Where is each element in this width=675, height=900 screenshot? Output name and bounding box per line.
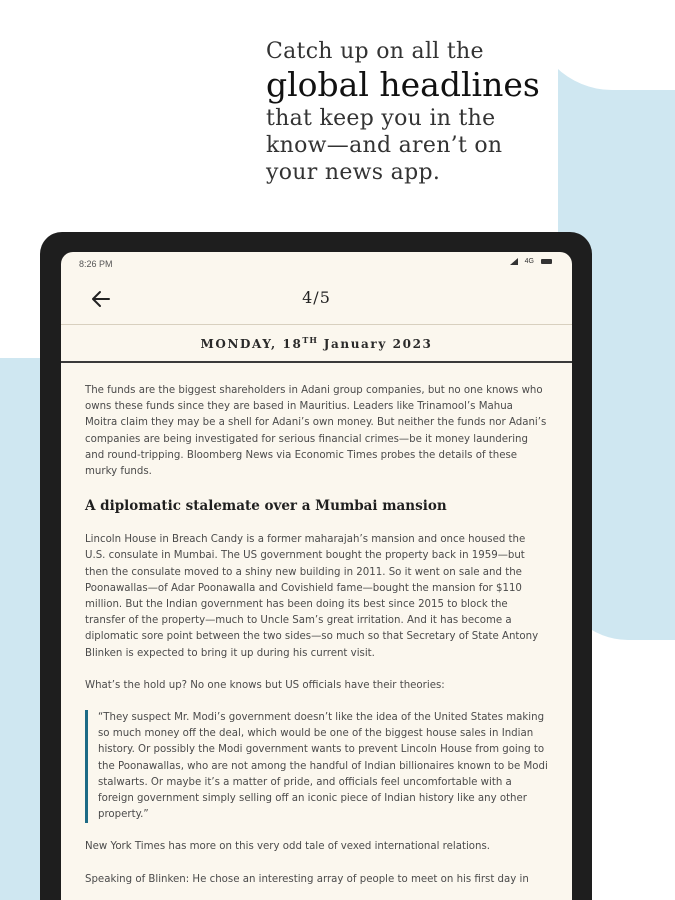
- status-bar: [61, 252, 572, 274]
- battery-icon: [541, 259, 552, 264]
- hero-line-1: Catch up on all the: [266, 39, 484, 64]
- hero-line-3: that keep you in the: [266, 106, 496, 131]
- article-paragraph: What’s the hold up? No one knows but US officials have their theories:: [85, 679, 445, 691]
- date-ordinal: TH: [302, 335, 318, 345]
- status-icons: [510, 258, 552, 265]
- network-label: 4G: [524, 258, 534, 265]
- hero-tagline: [266, 38, 566, 186]
- date-prefix: MONDAY, 18: [200, 337, 303, 351]
- status-time: 8:26 PM: [79, 259, 113, 269]
- article-body: [61, 363, 572, 888]
- article-paragraph: The funds are the biggest shareholders in Adani group companies, but no one knows who owns these funds since they are based in Mauritius. Leaders like Trinamool’s Mahua Moitra claim they may be a shell for Adani’s own money. But neither the funds nor Adani’s companies are being investigated for serious financial crimes—be it money laundering and round-tripping. Bloomberg News via Economic Times probes the details of these murky funds.: [85, 385, 547, 478]
- hero-line-4: know—and aren’t on: [266, 133, 503, 158]
- article-paragraph: Lincoln House in Breach Candy is a former maharajah’s mansion and once housed the U.S. consulate in Mumbai. The US government bought the property back in 1959—but then the consulate moved to a shiny new building in 2011. So it went on sale and the Poonawallas—of Adar Poonawalla and Covishield fame—bought the mansion for $110 million. But the Indian government has been doing its best since 2015 to block the transfer of the property—much to Uncle Sam’s great irritation. And it has become a diplomatic sore point between the two sides—so much so that Secretary of State Antony Blinken is expected to bring it up during his current visit.: [85, 534, 539, 659]
- article-paragraph: New York Times has more on this very odd tale of vexed international relations.: [85, 841, 491, 853]
- section-heading: A diplomatic stalemate over a Mumbai mansion: [85, 498, 447, 515]
- page-counter: 4/5: [302, 288, 331, 307]
- signal-icon: [510, 258, 518, 265]
- hero-line-5: your news app.: [266, 160, 441, 185]
- date-header: [61, 325, 572, 363]
- block-quote: “They suspect Mr. Modi’s government doesn’t like the idea of the United States making so much money off the deal, which would be one of the biggest house sales in Indian history. Or possibly the Modi government wants to prevent Lincoln House from going to the Poonawallas, who are not among the handful of Indian billionaires known to be Modi stalwarts. Or maybe it’s a matter of pride, and officials feel uncomfortable with a foreign government simply selling off an iconic piece of Indian history like any other property.”: [85, 710, 548, 823]
- top-nav-bar: [61, 274, 572, 325]
- date-suffix: January 2023: [317, 337, 433, 351]
- hero-line-2: global headlines: [266, 65, 540, 104]
- article-paragraph: Speaking of Blinken: He chose an interesting array of people to meet on his first day in: [85, 873, 529, 885]
- tablet-screen: [61, 252, 572, 900]
